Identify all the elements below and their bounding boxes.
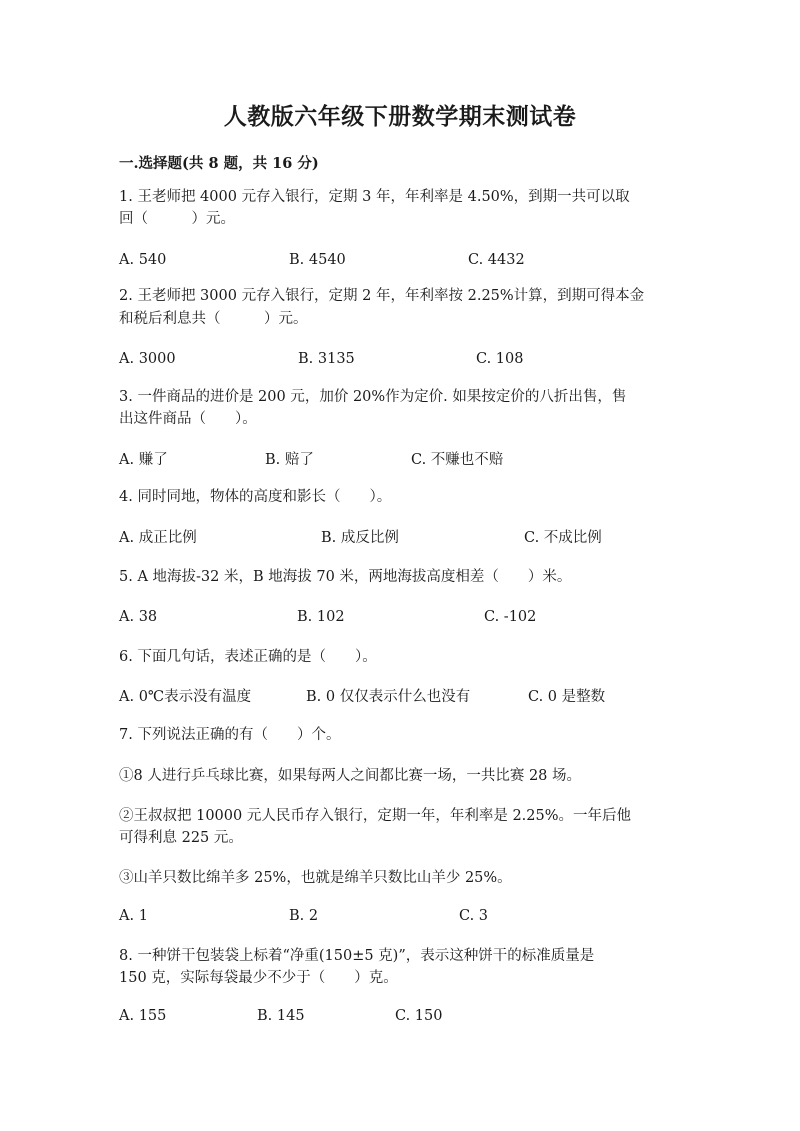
- option-c: C. 3: [459, 908, 489, 924]
- option-a: A. 1: [119, 908, 148, 924]
- option-c: C. -102: [484, 609, 537, 625]
- option-c: C. 不成比例: [524, 530, 602, 546]
- statement-3: ③山羊只数比绵羊多 25%，也就是绵羊只数比山羊少 25%。: [119, 870, 512, 886]
- option-c: C. 150: [395, 1008, 443, 1024]
- option-a: A. 赚了: [119, 452, 168, 468]
- question-text: 出这件商品（ ）。: [119, 411, 257, 427]
- option-c: C. 108: [476, 351, 524, 367]
- statement-2: ②王叔叔把 10000 元人民币存入银行，定期一年，年利率是 2.25%。一年后他: [119, 808, 632, 824]
- option-b: B. 3135: [298, 351, 355, 367]
- option-b: B. 102: [297, 609, 345, 625]
- statement-2-cont: 可得利息 225 元。: [119, 830, 243, 846]
- option-b: B. 4540: [289, 252, 346, 268]
- option-c: C. 不赚也不赔: [411, 452, 504, 468]
- option-a: A. 155: [119, 1008, 167, 1024]
- question-text: 4. 同时同地，物体的高度和影长（ ）。: [119, 489, 392, 505]
- question-text: 3. 一件商品的进价是 200 元，加价 20%作为定价. 如果按定价的八折出售，售: [119, 389, 627, 405]
- question-text: 回（ ）元。: [119, 211, 235, 227]
- option-a: A. 3000: [119, 351, 176, 367]
- question-text: 6. 下面几句话，表述正确的是（ ）。: [119, 649, 377, 665]
- option-a: A. 0℃表示没有温度: [119, 689, 252, 705]
- question-text: 和税后利息共（ ）元。: [119, 311, 308, 327]
- option-b: B. 赔了: [265, 452, 314, 468]
- option-a: A. 成正比例: [119, 530, 197, 546]
- option-c: C. 4432: [468, 252, 525, 268]
- question-text: 150 克，实际每袋最少不少于（ ）克。: [119, 970, 398, 986]
- option-b: B. 0 仅仅表示什么也没有: [306, 689, 471, 705]
- option-a: A. 38: [119, 609, 158, 625]
- section-heading: 一.选择题(共 8 题，共 16 分): [119, 155, 319, 172]
- option-b: B. 2: [289, 908, 319, 924]
- question-text: 5. A 地海拔-32 米，B 地海拔 70 米，两地海拔高度相差（ ）米。: [119, 569, 572, 585]
- option-a: A. 540: [119, 252, 167, 268]
- question-text: 7. 下列说法正确的有（ ）个。: [119, 727, 341, 743]
- option-b: B. 成反比例: [321, 530, 399, 546]
- question-text: 2. 王老师把 3000 元存入银行，定期 2 年，年利率按 2.25%计算，到期可得本金: [119, 288, 645, 304]
- question-text: 8. 一种饼干包装袋上标着“净重(150±5 克)”，表示这种饼干的标准质量是: [119, 948, 595, 964]
- statement-1: ①8 人进行乒乓球比赛，如果每两人之间都比赛一场，一共比赛 28 场。: [119, 768, 582, 784]
- option-c: C. 0 是整数: [528, 689, 606, 705]
- page-title: 人教版六年级下册数学期末测试卷: [223, 103, 577, 130]
- option-b: B. 145: [257, 1008, 305, 1024]
- question-text: 1. 王老师把 4000 元存入银行，定期 3 年，年利率是 4.50%，到期一共可以取: [119, 189, 630, 205]
